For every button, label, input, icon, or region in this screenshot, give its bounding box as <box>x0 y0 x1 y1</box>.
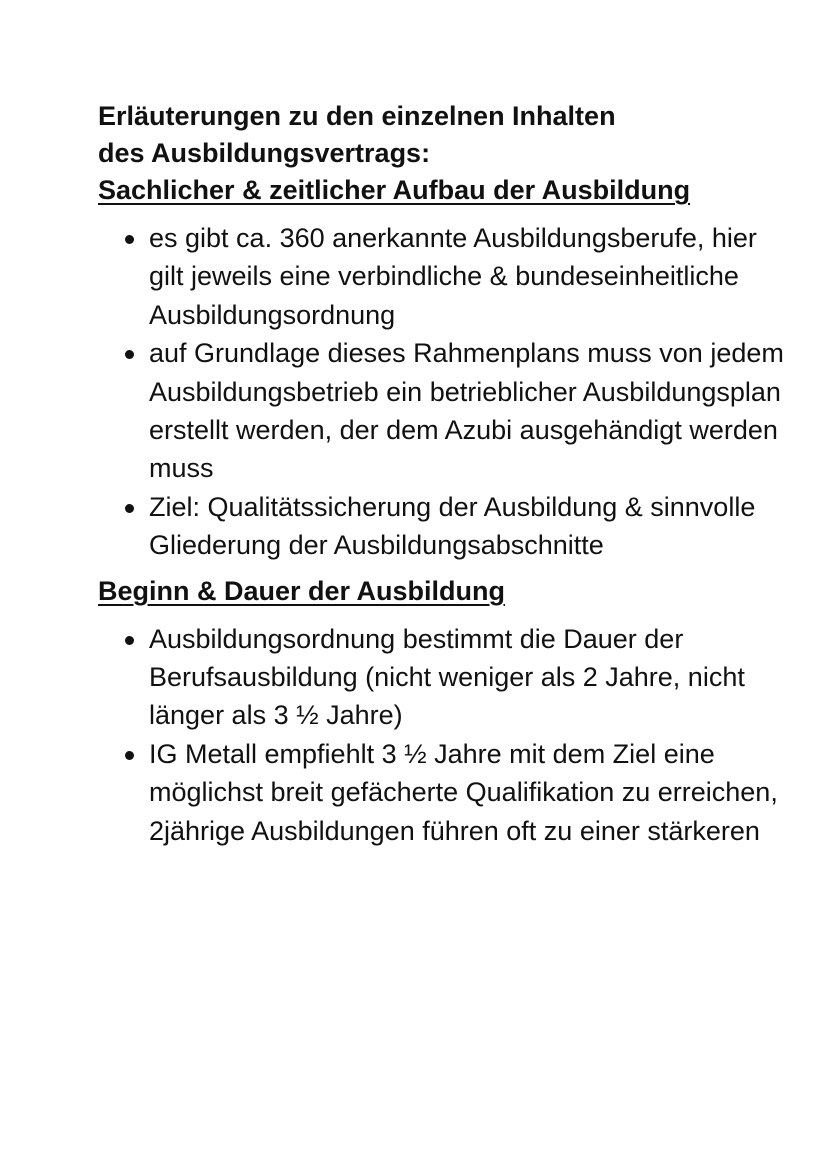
section-heading-dauer: Beginn & Dauer der Ausbildung <box>98 575 506 606</box>
bullet-icon <box>125 636 134 645</box>
list-item <box>98 219 798 334</box>
list-item <box>98 488 798 565</box>
bullet-list-dauer <box>98 620 798 850</box>
list-item-text: Ziel: Qualitätssicherung der Ausbildung & sinnvolle Gliederung der Ausbildungsabschnitte <box>149 491 756 561</box>
bullet-icon <box>125 350 134 359</box>
section-heading-aufbau: Sachlicher & zeitlicher Aufbau der Ausbildung <box>98 175 691 205</box>
list-item-text: IG Metall empfiehlt 3 ½ Jahre mit dem Ziel eine möglichst breit gefächerte Qualifikation zu erreichen, 2jährige Ausbildungen führen oft zu einer stärkeren <box>149 738 778 846</box>
document-title: Erläuterungen zu den einzelnen Inhalten des Ausbildungsvertrags: <box>98 101 616 168</box>
bullet-icon <box>125 751 134 760</box>
list-item-text: es gibt ca. 360 anerkannte Ausbildungsberufe, hier gilt jeweils eine verbindliche & bundeseinheitliche Ausbildungsordnung <box>149 223 757 330</box>
list-item-text: auf Grundlage dieses Rahmenplans muss von jedem Ausbildungsbetrieb ein betrieblicher Ausbildungsplan erstellt werden, der dem Azubi ausgehändigt werden muss <box>149 338 784 484</box>
bullet-icon <box>125 504 134 513</box>
list-item-text: Ausbildungsordnung bestimmt die Dauer der Berufsausbildung (nicht weniger als 2 Jahre, nicht länger als 3 ½ Jahre) <box>149 623 745 731</box>
list-item <box>98 334 798 488</box>
list-item <box>98 735 798 850</box>
list-item <box>98 620 798 735</box>
bullet-list-aufbau <box>98 219 798 565</box>
document-page <box>98 98 798 850</box>
bullet-icon <box>125 235 134 244</box>
